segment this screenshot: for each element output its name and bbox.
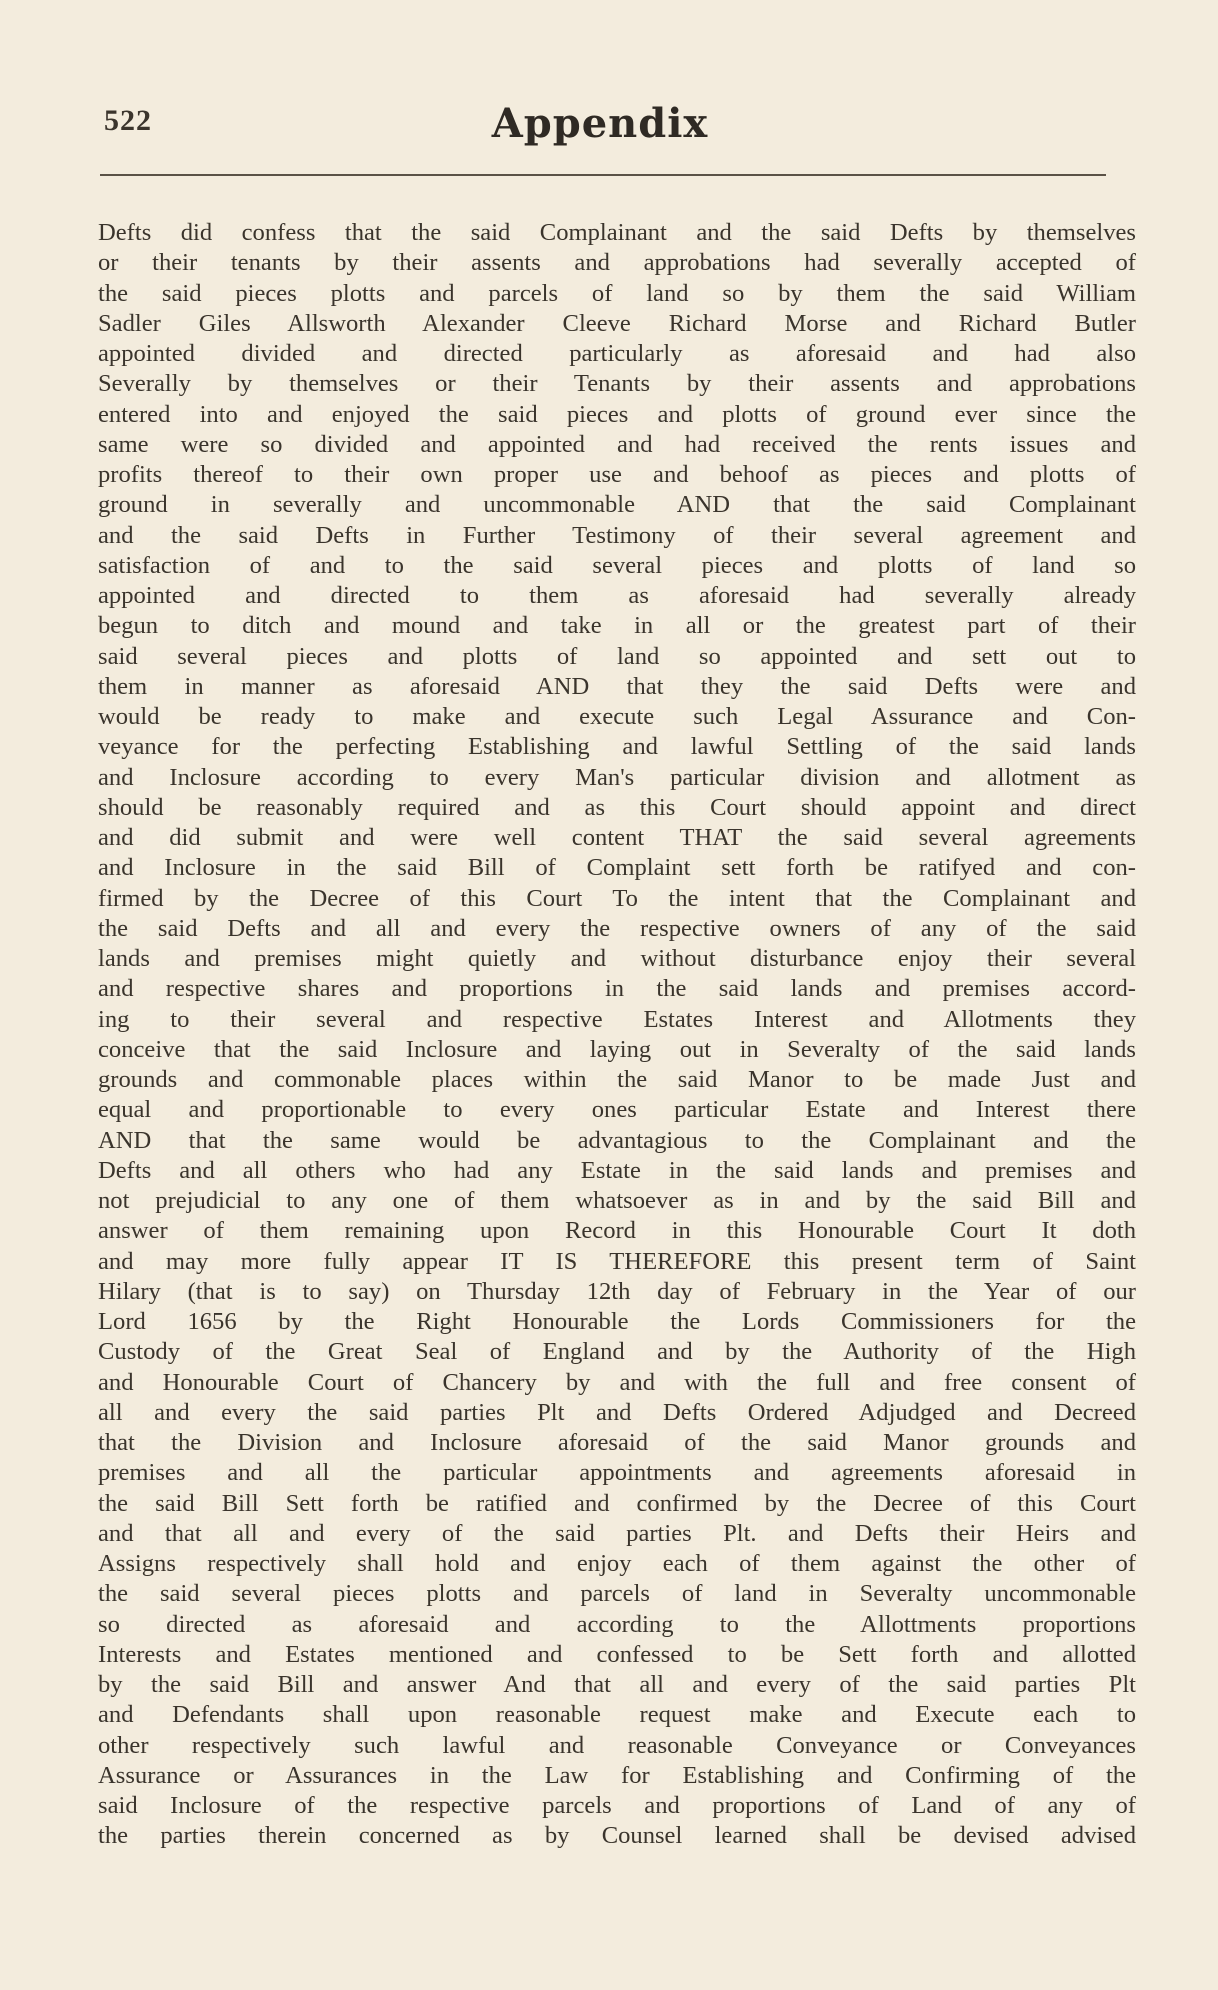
text-line: Assurance or Assurances in the Law for Establishing and Confirming of the [98,1761,1136,1789]
text-line: entered into and enjoyed the said pieces and plotts of ground ever since the [98,400,1136,428]
text-line: grounds and commonable places within the said Manor to be made Just and [98,1066,1136,1093]
text-line: the said several pieces plotts and parcels of land in Severalty uncommonable [98,1580,1136,1608]
text-line: and that all and every of the said parties Plt. and Defts their Heirs and [98,1519,1136,1547]
text-line: by the said Bill and answer And that all and every of the said parties Plt [98,1671,1136,1698]
text-line: the said Bill Sett forth be ratified and confirmed by the Decree of this Court [98,1489,1136,1517]
text-line: satisfaction of and to the said several pieces and plotts of land so [98,551,1136,579]
text-line: Custody of the Great Seal of England and by the Authority of the High [98,1338,1136,1366]
text-line: and respective shares and proportions in the said lands and premises accord- [98,975,1136,1003]
text-line: them in manner as aforesaid AND that they the said Defts were and [98,672,1136,700]
text-line: firmed by the Decree of this Court To the intent that the Complainant and [98,884,1136,912]
page-number: 522 [104,104,152,137]
text-line: Sadler Giles Allsworth Alexander Cleeve Richard Morse and Richard Butler [98,309,1136,337]
text-line: and Defendants shall upon reasonable request make and Execute each to [98,1701,1136,1729]
text-line: should be reasonably required and as this Court should appoint and direct [98,793,1136,821]
text-line: conceive that the said Inclosure and laying out in Severalty of the said lands [98,1035,1136,1063]
text-line: said Inclosure of the respective parcels and proportions of Land of any of [98,1792,1136,1819]
text-line: AND that the same would be advantagious to the Complainant and the [98,1126,1136,1154]
text-line: Severally by themselves or their Tenants by their assents and approbations [98,370,1136,398]
text-line: the said Defts and all and every the respective owners of any of the said [98,914,1136,942]
text-line: so directed as aforesaid and according to the Allottments proportions [98,1610,1136,1638]
text-line: appointed and directed to them as aforesaid had severally already [98,582,1136,609]
text-line: and Inclosure according to every Man's particular division and allotment as [98,763,1136,791]
text-line: Interests and Estates mentioned and confessed to be Sett forth and allotted [98,1640,1136,1668]
text-line: the parties therein concerned as by Counsel learned shall be devised advised [98,1822,1136,1850]
text-line: veyance for the perfecting Establishing and lawful Settling of the said lands [98,733,1136,761]
text-line: Defts did confess that the said Complainant and the said Defts by themselves [98,219,1136,246]
text-line: Defts and all others who had any Estate in the said lands and premises and [98,1156,1136,1184]
text-line: appointed divided and directed particularly as aforesaid and had also [98,340,1136,367]
text-line: and may more fully appear IT IS THEREFORE this present term of Saint [98,1247,1136,1275]
text-line: and Inclosure in the said Bill of Complaint sett forth be ratifyed and con- [98,854,1136,882]
text-line: and Honourable Court of Chancery by and with the full and free consent of [98,1368,1136,1396]
text-line: profits thereof to their own proper use and behoof as pieces and plotts of [98,461,1136,488]
text-line: same were so divided and appointed and had received the rents issues and [98,430,1136,458]
text-line: begun to ditch and mound and take in all or the greatest part of their [98,612,1136,640]
text-line: other respectively such lawful and reasonable Conveyance or Conveyances [98,1731,1136,1759]
text-line: Lord 1656 by the Right Honourable the Lords Commissioners for the [98,1308,1136,1335]
text-line: answer of them remaining upon Record in this Honourable Court It doth [98,1217,1136,1245]
text-line: ground in severally and uncommonable AND that the said Complainant [98,491,1136,519]
text-line: said several pieces and plotts of land so appointed and sett out to [98,642,1136,670]
text-line: all and every the said parties Plt and Defts Ordered Adjudged and Decreed [98,1398,1136,1426]
text-line: would be ready to make and execute such Legal Assurance and Con- [98,703,1136,730]
text-line: equal and proportionable to every ones particular Estate and Interest there [98,1096,1136,1124]
text-line: that the Division and Inclosure aforesaid of the said Manor grounds and [98,1429,1136,1456]
header-rule [100,174,1106,176]
page-header [100,100,1100,150]
text-line: lands and premises might quietly and without disturbance enjoy their several [98,945,1136,972]
text-line: and did submit and were well content THAT the said several agreements [98,824,1136,851]
body-text [98,218,1136,1852]
text-line: and the said Defts in Further Testimony of their several agreement and [98,521,1136,549]
text-line: or their tenants by their assents and approbations had severally accepted of [98,249,1136,277]
text-line: ing to their several and respective Estates Interest and Allotments they [98,1005,1136,1033]
text-line: Hilary (that is to say) on Thursday 12th day of February in the Year of our [98,1277,1136,1305]
text-line: premises and all the particular appointments and agreements aforesaid in [98,1459,1136,1487]
text-line: not prejudicial to any one of them whatsoever as in and by the said Bill and [98,1187,1136,1214]
text-line: Assigns respectively shall hold and enjoy each of them against the other of [98,1550,1136,1577]
running-title: Appendix [491,100,709,147]
text-line: the said pieces plotts and parcels of land so by them the said William [98,279,1136,307]
